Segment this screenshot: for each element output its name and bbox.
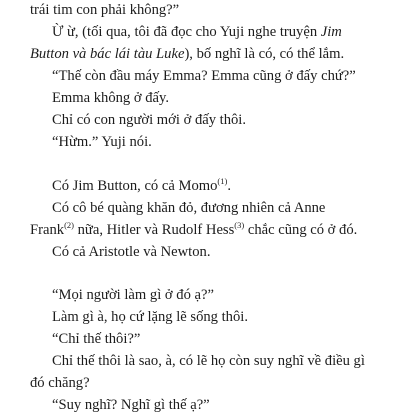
text-line-17-content: “Suy nghĩ? Nghĩ gì thế ạ?” (52, 397, 210, 413)
text-line-6-content: Chỉ có con người mới ở đấy thôi. (52, 112, 247, 128)
text-line-14 (0, 330, 400, 348)
text-line-11-content: Có cả Aristotle và Newton. (52, 244, 211, 260)
text-line-15 (0, 352, 400, 370)
text-line-16-content: đó chăng? (30, 375, 90, 391)
book-title-part-2: Button và bác lái tàu Luke (30, 46, 185, 62)
text-line-12-content: “Mọi người làm gì ở đó ạ?” (52, 287, 214, 303)
text-line-10-end: chắc cũng có ở đó. (244, 222, 358, 238)
text-line-2-content: Ừ ừ, (tối qua, tôi đã đọc cho Yuji nghe truyện (52, 24, 321, 40)
text-line-8 (0, 177, 400, 195)
text-line-13-content: Làm gì à, họ cứ lặng lẽ sống thôi. (52, 309, 248, 325)
text-line-9-content: Có cô bé quàng khăn đỏ, đương nhiên cả Anne (52, 200, 326, 216)
text-line-4-content: “Thế còn đầu máy Emma? Emma cũng ở đấy chứ?” (52, 68, 356, 84)
text-line-14-content: “Chỉ thế thôi?” (52, 331, 141, 347)
text-line-10 (0, 221, 400, 239)
book-title-part-1: Jim (320, 24, 342, 40)
text-line-2 (0, 23, 400, 41)
footnote-marker-3: (3) (234, 220, 245, 231)
text-line-3 (0, 45, 400, 63)
text-line-4 (0, 67, 400, 85)
footnote-marker-2: (2) (64, 220, 74, 231)
text-line-1 (0, 1, 400, 19)
text-line-12 (0, 286, 400, 304)
text-line-5 (0, 89, 400, 107)
text-line-13 (0, 308, 400, 326)
text-line-10-middle: nữa, Hitler và Rudolf Hess (73, 222, 235, 238)
text-line-1-content: trái tim con phải không?” (30, 2, 180, 18)
text-line-16 (0, 374, 400, 392)
text-line-6 (0, 111, 400, 129)
text-line-8-end: . (227, 178, 231, 194)
text-line-7 (0, 133, 400, 151)
text-line-9 (0, 199, 400, 217)
text-line-8-content: Có Jim Button, có cả Momo (52, 178, 218, 194)
text-line-11 (0, 243, 400, 261)
footnote-marker-1: (1) (217, 176, 228, 187)
text-line-5-content: Emma không ở đấy. (52, 90, 170, 106)
text-line-7-content: “Hừm.” Yuji nói. (52, 134, 152, 150)
text-line-10-start: Frank (30, 222, 65, 238)
text-line-3-content: ), bố nghĩ là có, có thể lắm. (184, 46, 345, 62)
text-line-17 (0, 396, 400, 414)
text-line-15-content: Chỉ thế thôi là sao, à, có lẽ họ còn suy nghĩ về điều gì (52, 353, 365, 369)
